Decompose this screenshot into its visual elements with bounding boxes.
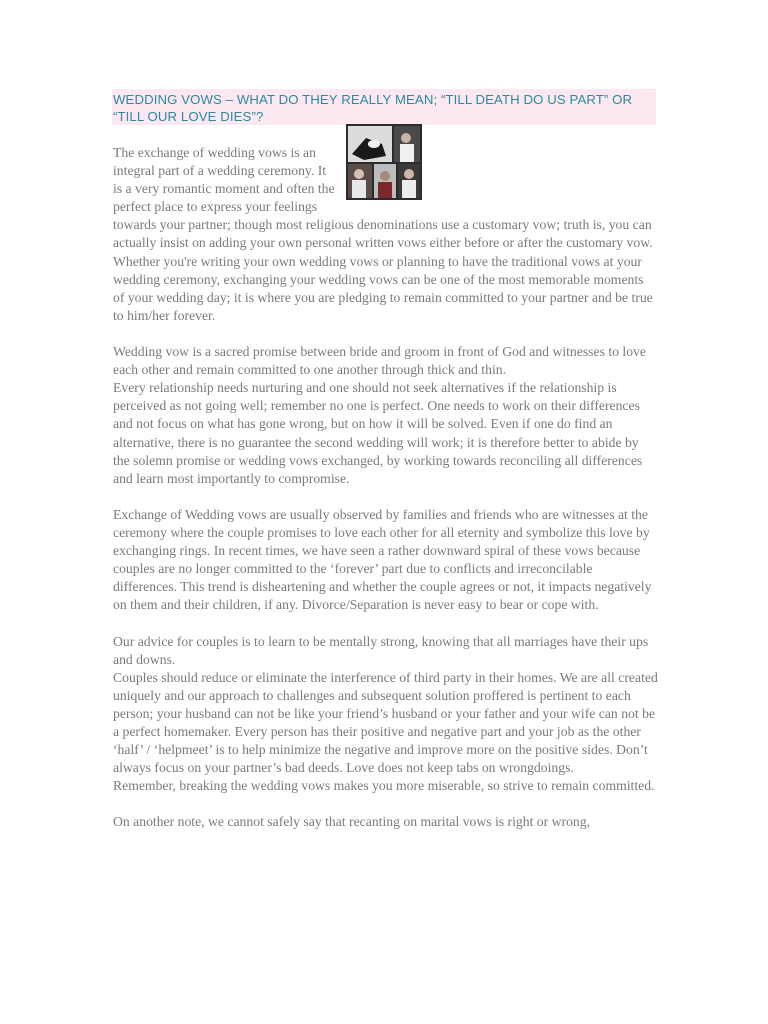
paragraph-2: Whether you're writing your own wedding vows or planning to have the traditional vows at your wedding ceremony, exchanging your wedding vows can be one of the most memorable moments of your wedding day; it is where you are pledging to remain committed to your partner and be true to him/her forever. — [113, 253, 653, 323]
paragraph-3: Wedding vow is a sacred promise between bride and groom in front of God and witnesses to love each other and remain committed to one another through thick and thin. — [113, 344, 646, 378]
article-title: WEDDING VOWS – WHAT DO THEY REALLY MEAN; “TILL DEATH DO US PART” OR “TILL OUR LOVE DIES”? — [113, 92, 633, 124]
paragraph-8: Remember, breaking the wedding vows makes you more miserable, so strive to remain committed. — [113, 778, 655, 794]
article-body — [113, 144, 658, 832]
wedding-collage-photo — [346, 124, 422, 200]
paragraph-5: Exchange of Wedding vows are usually observed by families and friends who are witnesses at the ceremony where the couple promises to love each other for all eternity and symbolize this love by exchanging rings. In recent times, we have seen a rather downward spiral of these vows because couples are no longer committed to the ‘forever’ part due to conflicts and irreconcilable differences. This trend is disheartening and whether the couple agrees or not, it impacts negatively on them and their children, if any. Divorce/Separation is never easy to bear or cope with. — [113, 506, 652, 613]
paragraph-7: Couples should reduce or eliminate the interference of third party in their homes. We are all created uniquely and our approach to challenges and subsequent solution proffered is pertinent to each person; your husband can not be like your friend’s husband or your father and your wife can not be a perfect homemaker. Every person has their positive and negative part and your job as the other ‘half’ / ‘helpmeet’ is to help minimize the negative and improve more on the positive sides. Don’t always focus on your partner’s bad deeds. Love does not keep tabs on wrongdoings. — [113, 669, 658, 776]
paragraph-1: The exchange of wedding vows is an integral part of a wedding ceremony. It is a very romantic moment and often the perfect place to express your feelings towards your partner; though most religious denominations use a customary vow; truth is, you can actually insist on adding your own personal written vows either before or after the customary vow. — [113, 145, 653, 251]
paragraph-6: Our advice for couples is to learn to be mentally strong, knowing that all marriages have their ups and downs. — [113, 633, 649, 667]
wedding-photo-image — [346, 124, 422, 200]
paragraph-4: Every relationship needs nurturing and one should not seek alternatives if the relationship is perceived as not going well; remember no one is perfect. One needs to work on their differences and not focus on what has gone wrong, but on how it will be solved. Even if one do find an alternative, there is no guarantee the second wedding will work; it is therefore better to abide by the solemn promise or wedding vows exchanged, by working towards reconciling all differences and learn most importantly to compromise. — [113, 380, 643, 486]
paragraph-9: On another note, we cannot safely say that recanting on marital vows is right or wrong, — [113, 814, 591, 830]
